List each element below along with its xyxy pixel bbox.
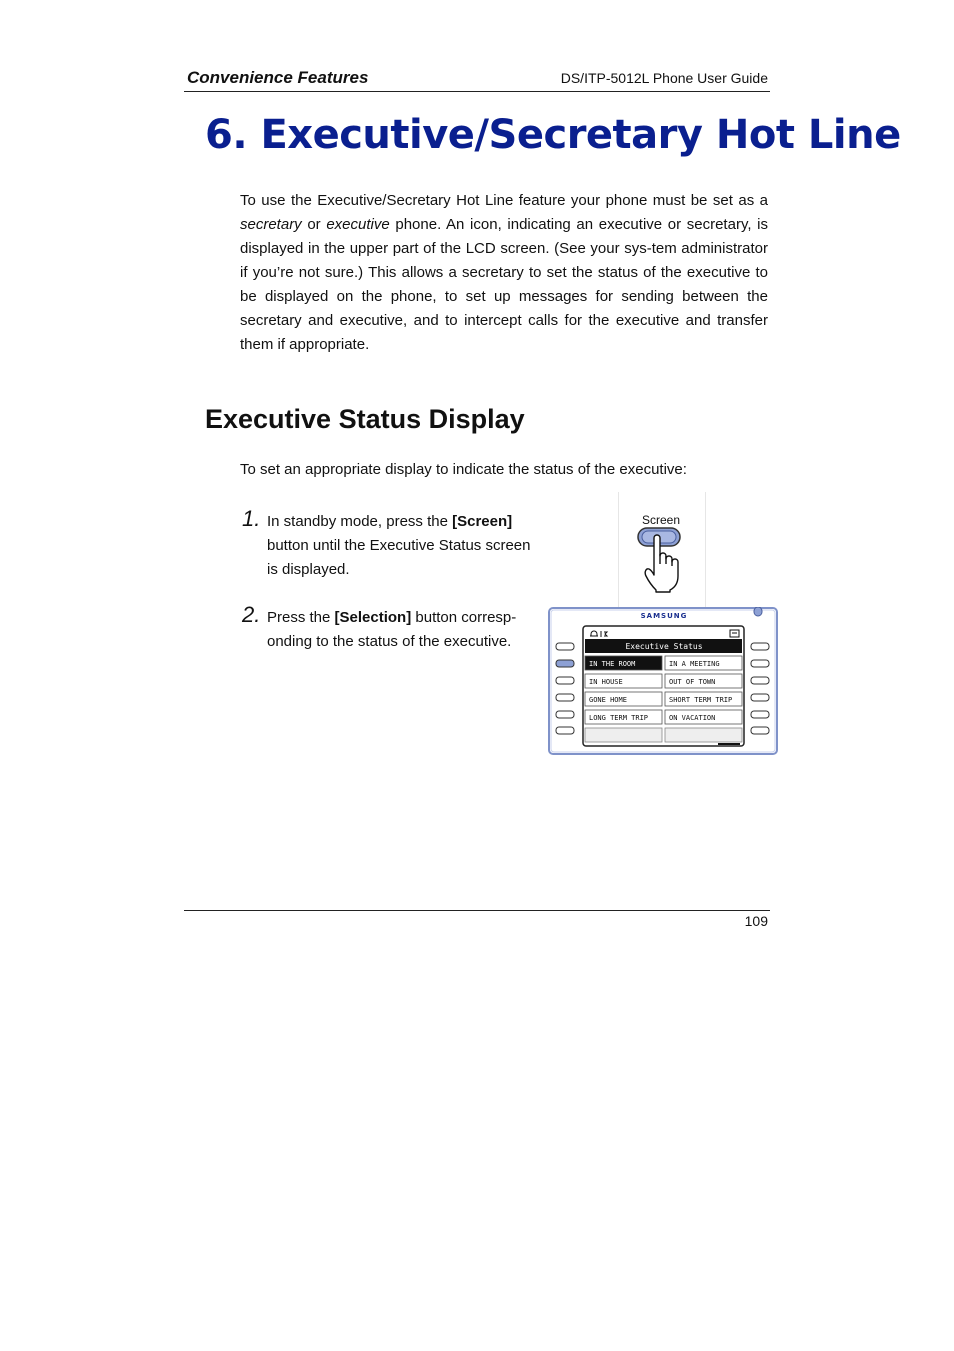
step-line: button until the Executive Status screen [267, 537, 531, 554]
right-selection-button-2[interactable] [751, 660, 769, 667]
lcd-option-label: OUT OF TOWN [669, 678, 716, 686]
phone-brand-logo: SAMSUNG [640, 612, 688, 620]
right-selection-button-1[interactable] [751, 643, 769, 650]
step-button-name: [Selection] [334, 609, 412, 626]
lcd-option-empty-left[interactable] [585, 728, 662, 742]
running-section-title: Convenience Features [187, 68, 369, 87]
running-guide-title: DS/ITP-5012L Phone User Guide [560, 70, 768, 86]
step-button-name: [Screen] [452, 513, 513, 530]
step-line: is displayed. [267, 561, 350, 578]
page-header [184, 64, 770, 92]
footer-rule [184, 910, 770, 911]
left-selection-button-5[interactable] [556, 711, 574, 718]
phone-lcd-illustration [548, 607, 778, 755]
lead-paragraph: To set an appropriate display to indicate the status of the executive: [240, 461, 687, 478]
step-line [267, 510, 512, 534]
chapter-title: 6. Executive/Secretary Hot Line [205, 112, 901, 158]
intro-term-secretary: secretary [240, 216, 302, 233]
step-text: In standby mode, press the [267, 513, 453, 530]
right-selection-button-3[interactable] [751, 677, 769, 684]
step-2 [240, 602, 560, 654]
intro-text-1: To use the Executive/Secretary Hot Line feature your phone must be set as a [240, 192, 768, 209]
lcd-option-label: LONG TERM TRIP [589, 714, 649, 722]
step-text: button corresp- [411, 609, 517, 626]
message-lamp [754, 607, 762, 616]
step-line [267, 606, 516, 630]
lcd-option-label: GONE HOME [589, 696, 627, 704]
step-text: Press the [267, 609, 335, 626]
step-number: 1. [242, 506, 261, 531]
lcd-option-label: IN A MEETING [669, 660, 720, 668]
left-selection-button-2[interactable] [556, 660, 574, 667]
page-number: 109 [744, 913, 768, 929]
screen-button-graphic [618, 492, 706, 608]
lcd-option-empty-right[interactable] [665, 728, 742, 742]
intro-text-2: or [301, 216, 327, 233]
left-selection-button-4[interactable] [556, 694, 574, 701]
left-selection-button-3[interactable] [556, 677, 574, 684]
lcd-option-label: IN THE ROOM [589, 660, 636, 668]
step-line: onding to the status of the executive. [267, 633, 512, 650]
step-1 [240, 506, 560, 582]
lcd-option-label: ON VACATION [669, 714, 716, 722]
intro-term-executive: executive [326, 216, 390, 233]
lcd-title: Executive Status [625, 642, 703, 651]
intro-paragraph [240, 189, 768, 357]
right-selection-button-6[interactable] [751, 727, 769, 734]
lcd-option-label: IN HOUSE [589, 678, 623, 686]
phone-graphic [548, 607, 778, 755]
right-selection-button-5[interactable] [751, 711, 769, 718]
section-heading: Executive Status Display [205, 404, 525, 434]
screen-button-label: Screen [641, 513, 681, 527]
left-selection-button-6[interactable] [556, 727, 574, 734]
lcd-option-label: SHORT TERM TRIP [669, 696, 733, 704]
step-number: 2. [242, 602, 261, 627]
right-selection-button-4[interactable] [751, 694, 769, 701]
left-selection-button-1[interactable] [556, 643, 574, 650]
screen-button-illustration [618, 492, 706, 608]
intro-text-3: phone. An icon, indicating an executive or secretary, is displayed in the upper part of the LCD screen. (See your sys-tem administrator if you’re not sure.) This allows a secretary to set the status of the executive to be displayed on the phone, to set up messages for sending between the secretary and executive, and to intercept calls for the executive and transfer them if appropriate. [240, 216, 768, 353]
